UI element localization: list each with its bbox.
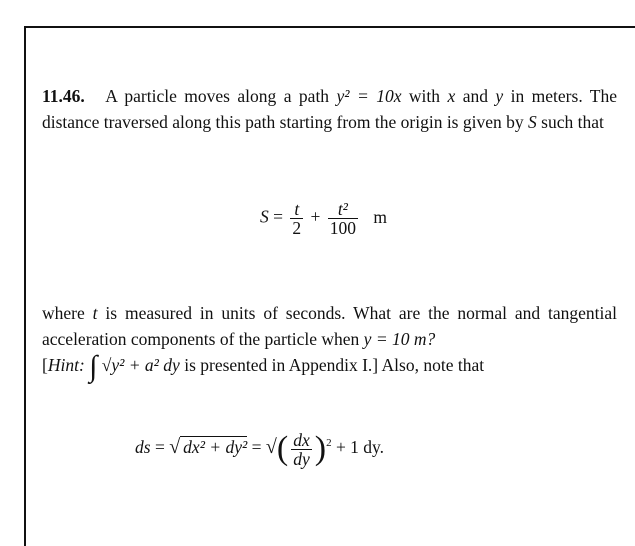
frac2-numerator: t² xyxy=(328,200,358,219)
fraction-dx-over-dy xyxy=(291,431,312,468)
eq1-lhs: S xyxy=(260,206,269,227)
eq2-lhs: ds xyxy=(135,437,151,458)
eq2-sqrt-term: dx² + dy² xyxy=(180,436,247,458)
eq1-unit: m xyxy=(373,206,387,227)
problem-number: 11.46. xyxy=(42,86,85,106)
eq1-equals: = xyxy=(273,206,283,227)
x-variable: x xyxy=(447,86,456,106)
hint-integral: √y² + a² dy xyxy=(101,355,180,375)
intro-text-2: with xyxy=(408,86,441,106)
condition: y = 10 m? xyxy=(363,329,436,349)
hint-rest: is presented in Appendix I.] Also, note that xyxy=(184,355,485,375)
question-text xyxy=(42,300,618,383)
sqrt-icon: √ xyxy=(169,436,181,459)
eq2-tail: + 1 dy. xyxy=(335,437,385,458)
frac1-denominator: 2 xyxy=(292,218,302,238)
distance-equation xyxy=(260,200,387,237)
eq2-exponent: 2 xyxy=(326,437,332,450)
body-text-2: is measured in units of seconds. What are the normal and tangential acceleration components of the particle when xyxy=(42,303,618,349)
path-equation: y² = 10x xyxy=(336,86,402,106)
intro-text-4: such that xyxy=(541,112,604,132)
integral-icon: ∫ xyxy=(89,349,98,383)
frac1-numerator: t xyxy=(290,200,303,219)
t-variable: t xyxy=(92,303,98,323)
intro-text-3: in meters. The distance traversed along this path starting from the origin is given by xyxy=(42,86,618,132)
frac2-denominator: 100 xyxy=(329,218,356,238)
fraction-t-over-2 xyxy=(290,200,303,237)
hint-label: Hint: xyxy=(47,355,85,375)
s-variable: S xyxy=(528,112,537,132)
body-text-1: where xyxy=(42,303,85,323)
intro-text-1: A particle moves along a path xyxy=(105,86,330,106)
arc-length-equation xyxy=(135,430,384,468)
hint-open: [ xyxy=(42,355,48,375)
frac-dx: dx xyxy=(293,429,310,450)
eq2-equals-2: = xyxy=(251,437,262,458)
left-paren-icon: ( xyxy=(276,430,289,467)
problem-statement xyxy=(42,83,617,135)
eq1-plus: + xyxy=(310,206,321,227)
and-text: and xyxy=(462,86,488,106)
eq2-equals-1: = xyxy=(154,437,165,458)
frac-dy: dy xyxy=(293,448,310,469)
fraction-t2-over-100 xyxy=(328,200,358,237)
sqrt-icon-2: √ xyxy=(265,436,277,459)
y-variable: y xyxy=(495,86,504,106)
right-paren-icon: ) xyxy=(314,430,327,467)
